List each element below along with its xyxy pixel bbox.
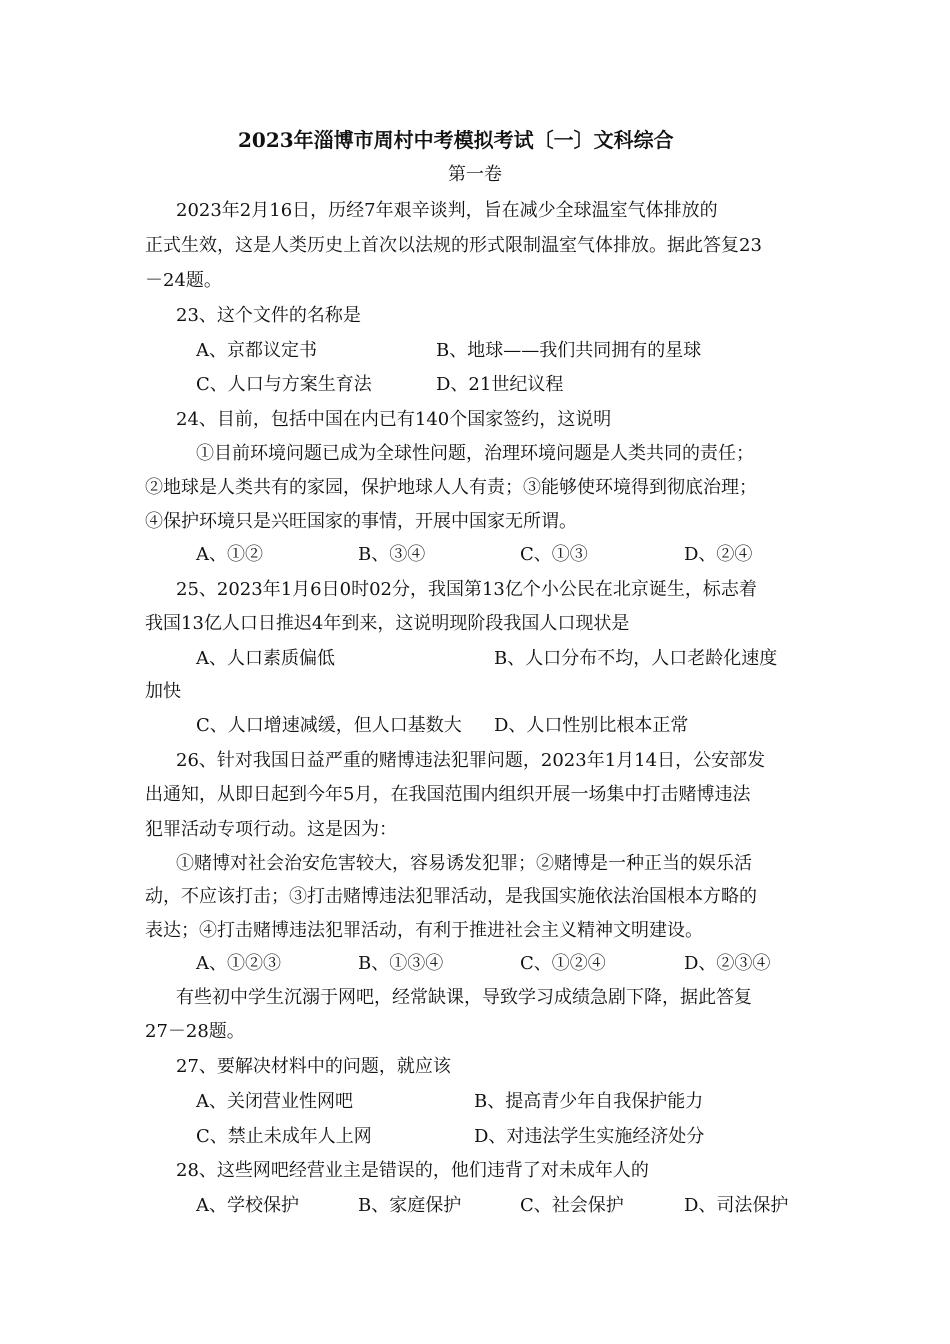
question-24-option-d: D、②④ bbox=[684, 544, 753, 565]
question-24-statement: ②地球是人类共有的家园，保护地球人人有责；③能够使环境得到彻底治理； bbox=[145, 477, 757, 498]
question-24-statement: ④保护环境只是兴旺国家的事情，开展中国家无所谓。 bbox=[145, 511, 577, 532]
question-23-option-a: A、京都议定书 bbox=[196, 340, 317, 361]
question-27-option-d: D、对违法学生实施经济处分 bbox=[474, 1126, 705, 1147]
question-24-stem: 24、目前，包括中国在内已有140个国家签约，这说明 bbox=[176, 409, 612, 430]
question-26-option-c: C、①②④ bbox=[520, 953, 606, 974]
question-26-option-b: B、①③④ bbox=[358, 953, 444, 974]
question-25-stem: 我国13亿人口日推迟4年到来，这说明现阶段我国人口现状是 bbox=[145, 613, 630, 634]
question-26-statement: 动，不应该打击；③打击赌博违法犯罪活动，是我国实施依法治国根本方略的 bbox=[145, 886, 757, 907]
question-26-stem: 出通知，从即日起到今年5月，在我国范围内组织开展一场集中打击赌博违法 bbox=[145, 784, 751, 805]
intro-line: 有些初中学生沉溺于网吧，经常缺课，导致学习成绩急剧下降，据此答复 bbox=[176, 987, 752, 1008]
question-26-option-d: D、②③④ bbox=[684, 953, 771, 974]
question-28-option-b: B、家庭保护 bbox=[358, 1195, 462, 1216]
question-27-stem: 27、要解决材料中的问题，就应该 bbox=[176, 1056, 451, 1077]
question-23-option-d: D、21世纪议程 bbox=[436, 374, 564, 395]
question-24-option-c: C、①③ bbox=[520, 544, 588, 565]
question-25-stem: 25、2023年1月6日0时02分，我国第13亿个小公民在北京诞生，标志着 bbox=[176, 579, 757, 600]
question-28-stem: 28、这些网吧经营业主是错误的，他们违背了对未成年人的 bbox=[176, 1160, 649, 1181]
question-26-stem: 犯罪活动专项行动。这是因为： bbox=[145, 819, 397, 840]
question-27-option-a: A、关闭营业性网吧 bbox=[196, 1091, 353, 1112]
question-26-statement: ①赌博对社会治安危害较大，容易诱发犯罪；②赌博是一种正当的娱乐活 bbox=[176, 853, 752, 874]
question-23-option-c: C、人口与方案生育法 bbox=[196, 374, 372, 395]
question-24-option-b: B、③④ bbox=[358, 544, 426, 565]
question-24-option-a: A、①② bbox=[196, 544, 263, 565]
question-25-option-a: A、人口素质偏低 bbox=[196, 648, 335, 669]
question-25-option-b: B、人口分布不均，人口老龄化速度 bbox=[494, 648, 778, 669]
question-27-option-c: C、禁止未成年人上网 bbox=[196, 1126, 372, 1147]
intro-line: 2023年2月16日，历经7年艰辛谈判，旨在减少全球温室气体排放的 bbox=[176, 200, 718, 221]
question-28-option-c: C、社会保护 bbox=[520, 1195, 624, 1216]
question-23-option-b: B、地球——我们共同拥有的星球 bbox=[436, 340, 702, 361]
page-title: 2023年淄博市周村中考模拟考试〔一〕文科综合 bbox=[238, 128, 674, 152]
section-title: 第一卷 bbox=[448, 164, 502, 185]
question-26-option-a: A、①②③ bbox=[196, 953, 281, 974]
intro-line: 27－28题。 bbox=[145, 1021, 245, 1042]
question-25-option-d: D、人口性别比根本正常 bbox=[494, 715, 689, 736]
question-26-statement: 表达；④打击赌博违法犯罪活动，有利于推进社会主义精神文明建设。 bbox=[145, 920, 703, 941]
question-24-statement: ①目前环境问题已成为全球性问题，治理环境问题是人类共同的责任； bbox=[196, 443, 754, 464]
question-28-option-d: D、司法保护 bbox=[684, 1195, 789, 1216]
question-25-option-c: C、人口增速减缓，但人口基数大 bbox=[196, 715, 462, 736]
question-23-stem: 23、这个文件的名称是 bbox=[176, 305, 361, 326]
question-25-option-b-cont: 加快 bbox=[145, 681, 181, 702]
question-28-option-a: A、学校保护 bbox=[196, 1195, 299, 1216]
intro-line: －24题。 bbox=[145, 270, 222, 291]
question-26-stem: 26、针对我国日益严重的赌博违法犯罪问题，2023年1月14日，公安部发 bbox=[176, 750, 766, 771]
question-27-option-b: B、提高青少年自我保护能力 bbox=[474, 1091, 704, 1112]
intro-line: 正式生效，这是人类历史上首次以法规的形式限制温室气体排放。据此答复23 bbox=[145, 235, 762, 256]
